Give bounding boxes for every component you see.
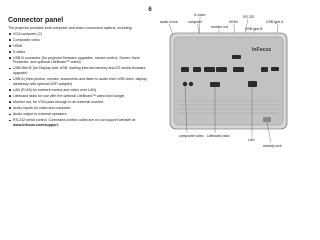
usb-a-port bbox=[271, 67, 279, 71]
audio-in-port bbox=[189, 82, 193, 86]
label-svideo: S-video bbox=[194, 13, 206, 17]
label-usb-b: USB type B bbox=[245, 27, 263, 31]
security-lock-slot bbox=[263, 117, 271, 122]
label-liteboard-radio: Liteboard radio bbox=[207, 134, 230, 138]
label-hdmi: HDMI bbox=[229, 20, 238, 24]
rs232-port bbox=[233, 67, 244, 72]
label-rs232: RS 232 bbox=[243, 15, 255, 19]
computer-port bbox=[204, 67, 215, 72]
label-audio-in-out: audio in/out bbox=[160, 20, 178, 24]
list-item: Audio output to external speakers bbox=[8, 112, 151, 117]
page-number: 6 bbox=[148, 7, 152, 13]
connector-panel-diagram bbox=[153, 9, 295, 199]
support-link[interactable]: www.infocus.com/support. bbox=[13, 122, 59, 127]
list-item: VGA computer (2) bbox=[8, 32, 151, 37]
label-monitor-out: monitor out bbox=[211, 25, 228, 29]
composite-video-port bbox=[183, 82, 187, 86]
list-item: LAN (RJ45) for network control and video over LAN) bbox=[8, 88, 151, 93]
infocus-logo: InFocus bbox=[252, 47, 272, 53]
audio-port bbox=[181, 67, 189, 72]
rs232-text: RS-232 serial control. Command control codes are on our support website at: bbox=[13, 118, 137, 123]
label-usb-a: USB type A bbox=[266, 20, 284, 24]
list-item: Liteboard radio for use with the optional LiteBoard™ wand and dongle. bbox=[8, 94, 151, 99]
list-item: USB B connector (for projector firmware upgrades, mouse control, Screen Save Presenter, and optional LiteBoard™ wand) bbox=[8, 56, 151, 65]
label-composite-video: composite video bbox=[179, 134, 204, 138]
section-title: Connector panel bbox=[8, 17, 64, 24]
list-item: Composite video bbox=[8, 38, 151, 43]
connector-list bbox=[8, 32, 151, 128]
intro-text: The projector provides both computer and video connection options, including: bbox=[8, 26, 133, 30]
liteboard-radio-port bbox=[210, 82, 220, 87]
label-computer: computer bbox=[188, 20, 203, 24]
list-item: Monitor out, for VGA pass through to an external monitor. bbox=[8, 100, 151, 105]
monitor-out-port bbox=[216, 67, 227, 72]
connector-panel-section bbox=[8, 17, 151, 129]
list-item bbox=[8, 118, 151, 127]
usb-b-port bbox=[261, 67, 268, 72]
list-item: Audio inputs for video and computer. bbox=[8, 106, 151, 111]
svideo-port bbox=[193, 67, 201, 72]
hdmi-port bbox=[232, 55, 241, 59]
list-item: USB A (View photos, movies, documents and listen to audio from USB drive, display wirelessly with optional WiFi adapter) bbox=[8, 77, 151, 86]
list-item: S-video bbox=[8, 50, 151, 55]
list-item: HDMI bbox=[8, 44, 151, 49]
list-item: USB Mini-B (for Display over USB, loading internal memory and EZ media firmware upgrade) bbox=[8, 66, 151, 75]
label-lan: LAN bbox=[248, 138, 255, 142]
label-security-lock: security lock bbox=[263, 144, 282, 148]
lan-port bbox=[248, 81, 257, 87]
